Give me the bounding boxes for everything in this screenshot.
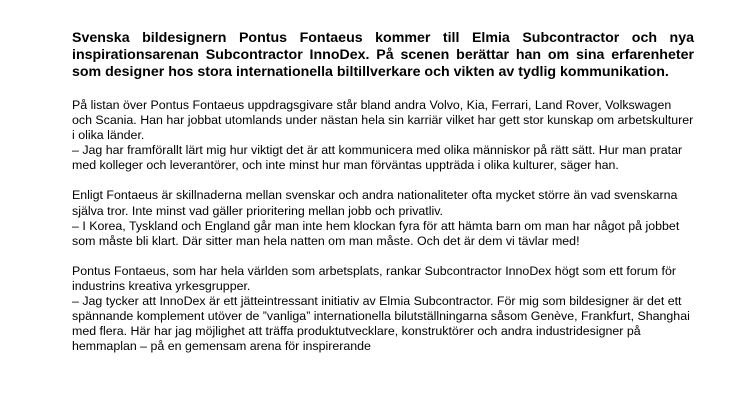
quote-text: – Jag tycker att InnoDex är ett jätteintressant initiativ av Elmia Subcontractor. För mig som bildesigner är det ett spännande komplement utöver de ”vanliga” internationella bilutställningarna såsom Genève, Frankfurt, Shanghai med flera. Här har jag möjlighet att träffa produktutvecklare, konstruktörer och andra industridesigner på hemmaplan – på en gemensam arena för inspirerande	[72, 294, 690, 354]
paragraph-text: Pontus Fontaeus, som har hela världen som arbetsplats, rankar Subcontractor InnoDex högt som ett forum för industrins kreativa yrkesgrupper.	[72, 263, 677, 293]
quote-text: – Jag har framförallt lärt mig hur viktigt det är att kommunicera med olika människor på rätt sätt. Hur man pratar med kolleger och leverantörer, och inte minst hur man förväntas uppträda i olika kulturer, säger han.	[72, 143, 683, 173]
paragraph-text: Enligt Fontaeus är skillnaderna mellan svenskar och andra nationaliteter ofta mycket större än vad svenskarna själva tror. Inte minst vad gäller prioritering mellan jobb och privatliv.	[72, 188, 678, 218]
paragraph-text: På listan över Pontus Fontaeus uppdragsgivare står bland andra Volvo, Kia, Ferrari, Land Rover, Volkswagen och Scania. Han har jobbat utomlands under nästan hela sin karriär vilket har gett stor kunskap om arbetskulturer i olika länder.	[72, 98, 694, 143]
lead-paragraph: Svenska bildesignern Pontus Fontaeus kommer till Elmia Subcontractor och nya inspirationsarenan Subcontractor InnoDex. På scenen berättar han om sina erfarenheter som designer hos stora internationella biltillverkare och vikten av tydlig kommunikation.	[72, 30, 694, 80]
body-paragraph-3	[72, 264, 694, 355]
document-page	[72, 30, 694, 369]
quote-text: – I Korea, Tyskland och England går man inte hem klockan fyra för att hämta barn om man har något på jobbet som måste bli klart. Där sitter man hela natten om man måste. Och det är dem vi tävlar med!	[72, 218, 680, 248]
body-paragraph-1	[72, 98, 694, 173]
body-paragraph-2	[72, 188, 694, 248]
